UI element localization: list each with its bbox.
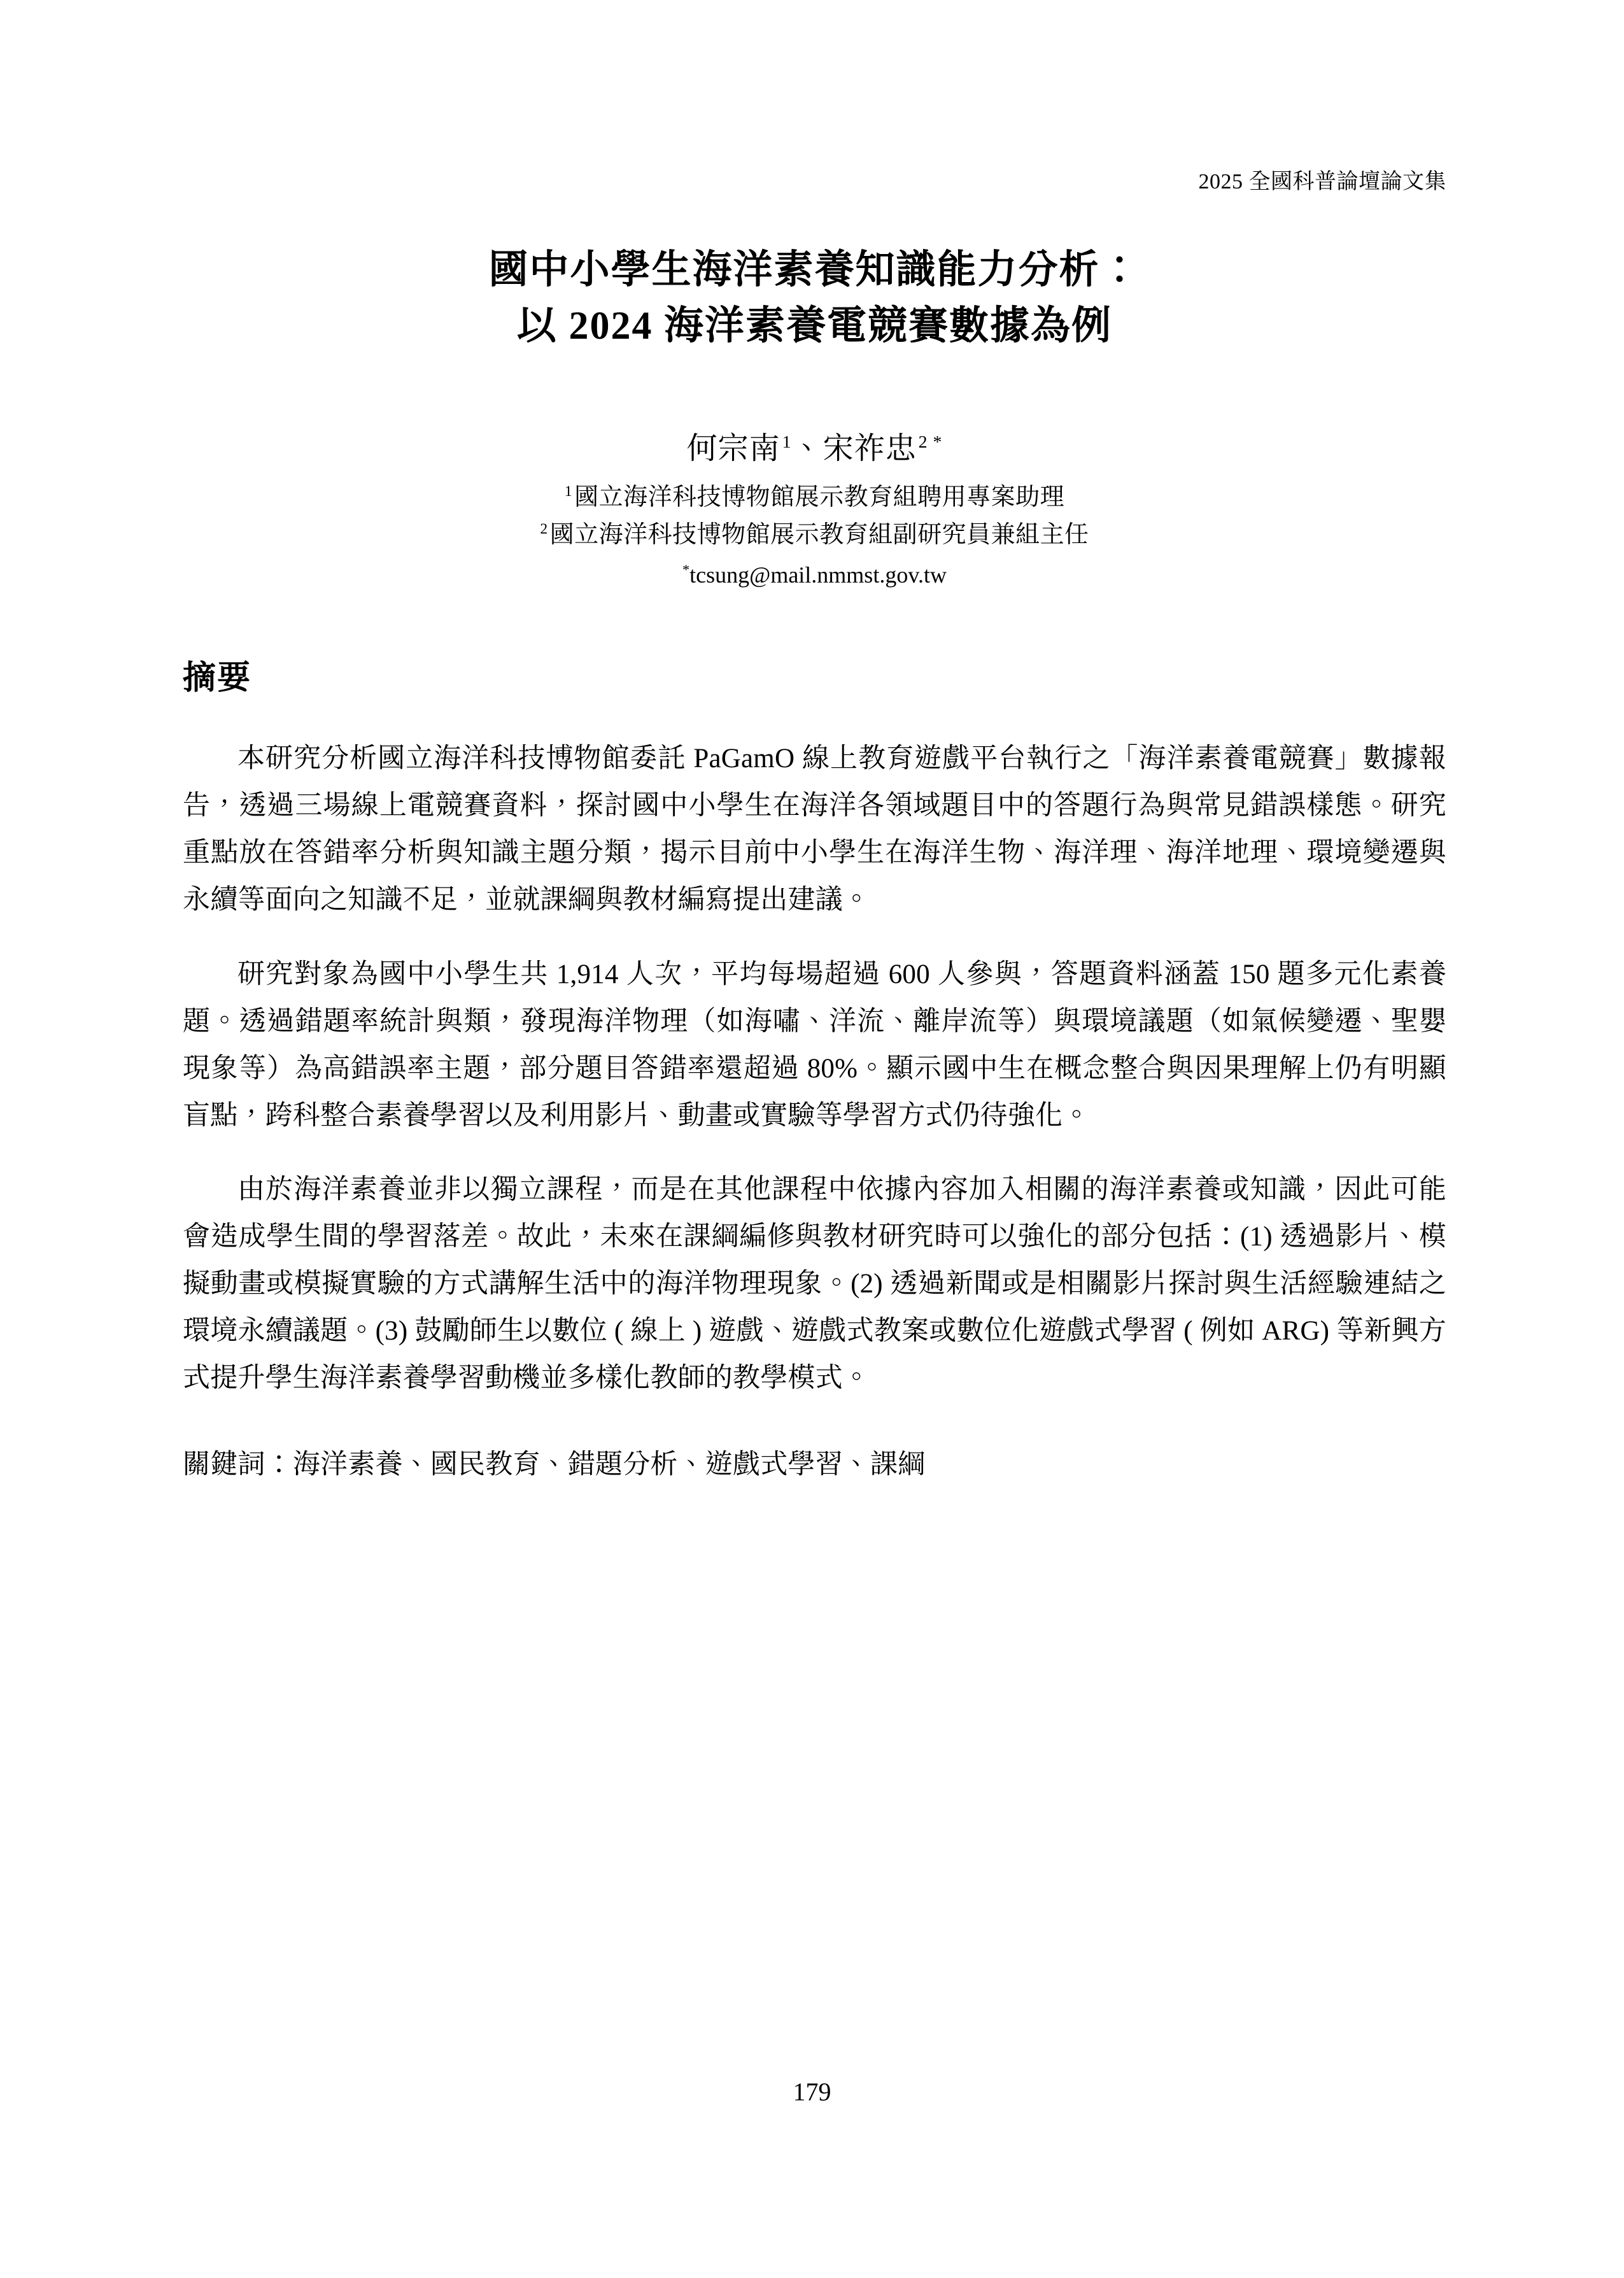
author-1-name: 何宗南: [686, 431, 780, 465]
abstract-heading: 摘要: [183, 660, 252, 697]
abstract-paragraph-1: 本研究分析國立海洋科技博物館委託 PaGamO 線上教育遊戲平台執行之「海洋素養電競賽」數據報告，透過三場線上電競賽資料，探討國中小學生在海洋各領域題目中的答題行為與常見錯誤樣態。研究重點放在答錯率分析與知識主題分類，揭示目前中小學生在海洋生物、海洋理、海洋地理、環境變遷與永續等面向之知識不足，並就課綱與教材編寫提出建議。: [183, 743, 1446, 915]
affiliation-1-mark: 1: [564, 483, 573, 500]
author-1-affiliation-mark: 1: [782, 432, 792, 452]
running-head: 2025 全國科普論壇論文集: [1198, 170, 1446, 194]
abstract-paragraph-3: 由於海洋素養並非以獨立課程，而是在其他課程中依據內容加入相關的海洋素養或知識，因此可能會造成學生間的學習落差。故此，未來在課綱編修與教材研究時可以強化的部分包括：(1) 透過影片、模擬動畫或模擬實驗的方式講解生活中的海洋物理現象。(2) 透過新聞或是相關影片探討與生活經驗連結之環境永續議題。(3) 鼓勵師生以數位 ( 線上 ) 遊戲、遊戲式教案或數位化遊戲式學習 ( 例如 ARG) 等新興方式提升學生海洋素養學習動機並多樣化教師的教學模式。: [183, 1175, 1446, 1394]
paper-title: [183, 242, 1446, 354]
author-2-affiliation-mark: 2 *: [918, 432, 943, 452]
affiliation-2: [183, 516, 1446, 554]
abstract-paragraph-2: 研究對象為國中小學生共 1,914 人次，平均每場超過 600 人參與，答題資料涵蓋 150 題多元化素養題。透過錯題率統計與類，發現海洋物理（如海嘯、洋流、離岸流等）與環境議題（如氣候變遷、聖嬰現象等）為高錯誤率主題，部分題目答錯率還超過 80%。顯示國中生在概念整合與因果理解上仍有明顯盲點，跨科整合素養學習以及利用影片、動畫或實驗等學習方式仍待強化。: [183, 959, 1446, 1131]
author-list: [183, 429, 1446, 469]
page-content: [183, 0, 1446, 1488]
affiliation-1: [183, 479, 1446, 516]
corresponding-email: [183, 558, 1446, 592]
affiliation-2-mark: 2: [540, 521, 548, 538]
email-address: tcsung@mail.nmmst.gov.tw: [689, 562, 947, 588]
affiliation-1-text: 國立海洋科技博物館展示教育組聘用專案助理: [574, 484, 1065, 511]
affiliation-2-text: 國立海洋科技博物館展示教育組副研究員兼組主任: [549, 521, 1089, 548]
email-mark: *: [682, 561, 690, 577]
title-line-1: 國中小學生海洋素養知識能力分析：: [488, 248, 1141, 292]
keywords-line: [183, 1441, 1446, 1488]
title-line-2: 以 2024 海洋素養電競賽數據為例: [516, 304, 1112, 348]
page-number: 179: [793, 2077, 831, 2106]
author-separator: 、宋祚忠: [791, 431, 917, 465]
keywords-value: 海洋素養、國民教育、錯題分析、遊戲式學習、課綱: [292, 1450, 926, 1480]
keywords-label: 關鍵詞：: [183, 1450, 293, 1480]
